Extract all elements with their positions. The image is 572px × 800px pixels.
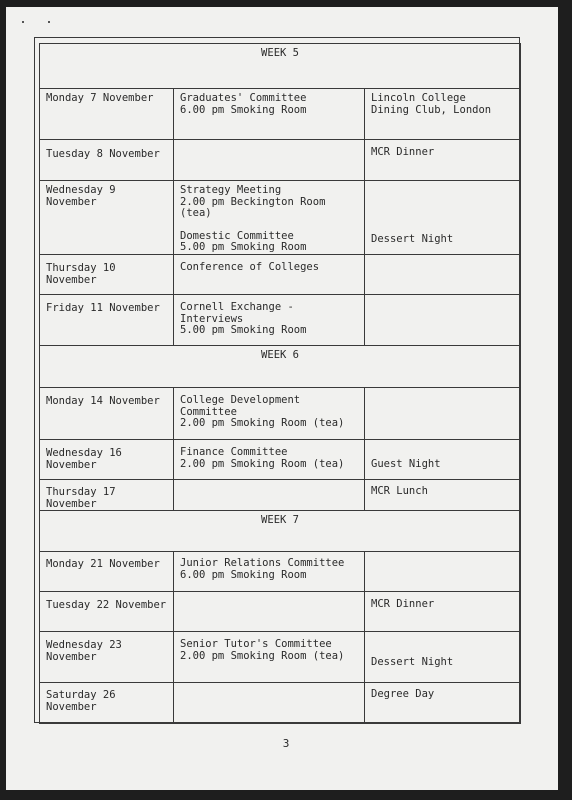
note-cell — [365, 295, 521, 346]
note-cell: MCR Dinner — [365, 140, 521, 181]
schedule-row — [40, 295, 521, 346]
note-cell: Degree Day — [365, 683, 521, 724]
event-title: Cornell Exchange - Interviews — [180, 301, 294, 325]
date-cell: Monday 14 November — [40, 388, 174, 440]
schedule-row — [40, 683, 521, 724]
event-title: Strategy Meeting — [180, 184, 282, 196]
date-cell: Thursday 17 November — [40, 480, 174, 511]
note-cell — [365, 255, 521, 295]
event-title: Conference of Colleges — [180, 261, 320, 273]
note-cell: Guest Night — [365, 440, 521, 480]
schedule-row — [40, 592, 521, 632]
event-detail: 2.00 pm Smoking Room (tea) — [180, 417, 345, 429]
week-heading: WEEK 6 — [40, 346, 521, 388]
note-cell — [365, 552, 521, 592]
event-detail: 2.00 pm Smoking Room (tea) — [180, 457, 345, 470]
schedule-row — [40, 140, 521, 181]
date-cell: Monday 21 November — [40, 552, 174, 592]
date-cell: Friday 11 November — [40, 295, 174, 346]
event-cell — [174, 295, 365, 346]
event-detail: 6.00 pm Smoking Room — [180, 103, 307, 116]
event-cell — [174, 89, 365, 140]
week-heading: WEEK 5 — [40, 44, 521, 89]
event-title: Finance Committee — [180, 446, 288, 458]
date-cell: Saturday 26 November — [40, 683, 174, 724]
date-cell: Tuesday 22 November — [40, 592, 174, 632]
event-cell — [174, 552, 365, 592]
week-heading-row — [40, 44, 521, 89]
punch-mark — [48, 21, 50, 23]
event-title: Junior Relations Committee — [180, 557, 345, 569]
date-cell: Wednesday 16 November — [40, 440, 174, 480]
date-cell: Tuesday 8 November — [40, 140, 174, 181]
note-cell: MCR Dinner — [365, 592, 521, 632]
event-title: College Development Committee — [180, 394, 301, 418]
page-number: 3 — [282, 737, 290, 750]
week-heading-row — [40, 346, 521, 388]
event-detail: 5.00 pm Smoking Room — [180, 241, 307, 253]
event-cell — [174, 140, 365, 181]
schedule-row — [40, 632, 521, 683]
date-cell: Wednesday 23 November — [40, 632, 174, 683]
note-cell — [365, 388, 521, 440]
event-cell — [174, 255, 365, 295]
event-detail: 2.00 pm Beckington Room (tea) — [180, 195, 326, 219]
schedule-row — [40, 388, 521, 440]
event-cell — [174, 480, 365, 511]
event-title: Graduates' Committee — [180, 92, 307, 104]
schedule-row — [40, 89, 521, 140]
event-cell — [174, 683, 365, 724]
note-cell: MCR Lunch — [365, 480, 521, 511]
event-title: Domestic Committee — [180, 229, 294, 242]
event-detail: 6.00 pm Smoking Room — [180, 568, 307, 581]
schedule-row — [40, 480, 521, 511]
date-cell: Wednesday 9 November — [40, 181, 174, 255]
schedule-row — [40, 255, 521, 295]
event-cell — [174, 440, 365, 480]
event-detail: 5.00 pm Smoking Room — [180, 324, 307, 336]
date-cell: Monday 7 November — [40, 89, 174, 140]
note-cell: Lincoln College Dining Club, London — [365, 89, 521, 140]
term-schedule-table — [39, 43, 521, 724]
schedule-row — [40, 440, 521, 480]
schedule-row — [40, 181, 521, 255]
week-heading-row — [40, 511, 521, 552]
note-cell: Dessert Night — [365, 632, 521, 683]
date-cell: Thursday 10 November — [40, 255, 174, 295]
note-cell: Dessert Night — [365, 181, 521, 255]
punch-mark — [22, 21, 24, 23]
event-title: Senior Tutor's Committee — [180, 638, 332, 650]
week-heading: WEEK 7 — [40, 511, 521, 552]
event-cell — [174, 632, 365, 683]
schedule-row — [40, 552, 521, 592]
event-detail: 2.00 pm Smoking Room (tea) — [180, 649, 345, 662]
event-cell — [174, 181, 365, 255]
event-cell — [174, 592, 365, 632]
event-cell — [174, 388, 365, 440]
